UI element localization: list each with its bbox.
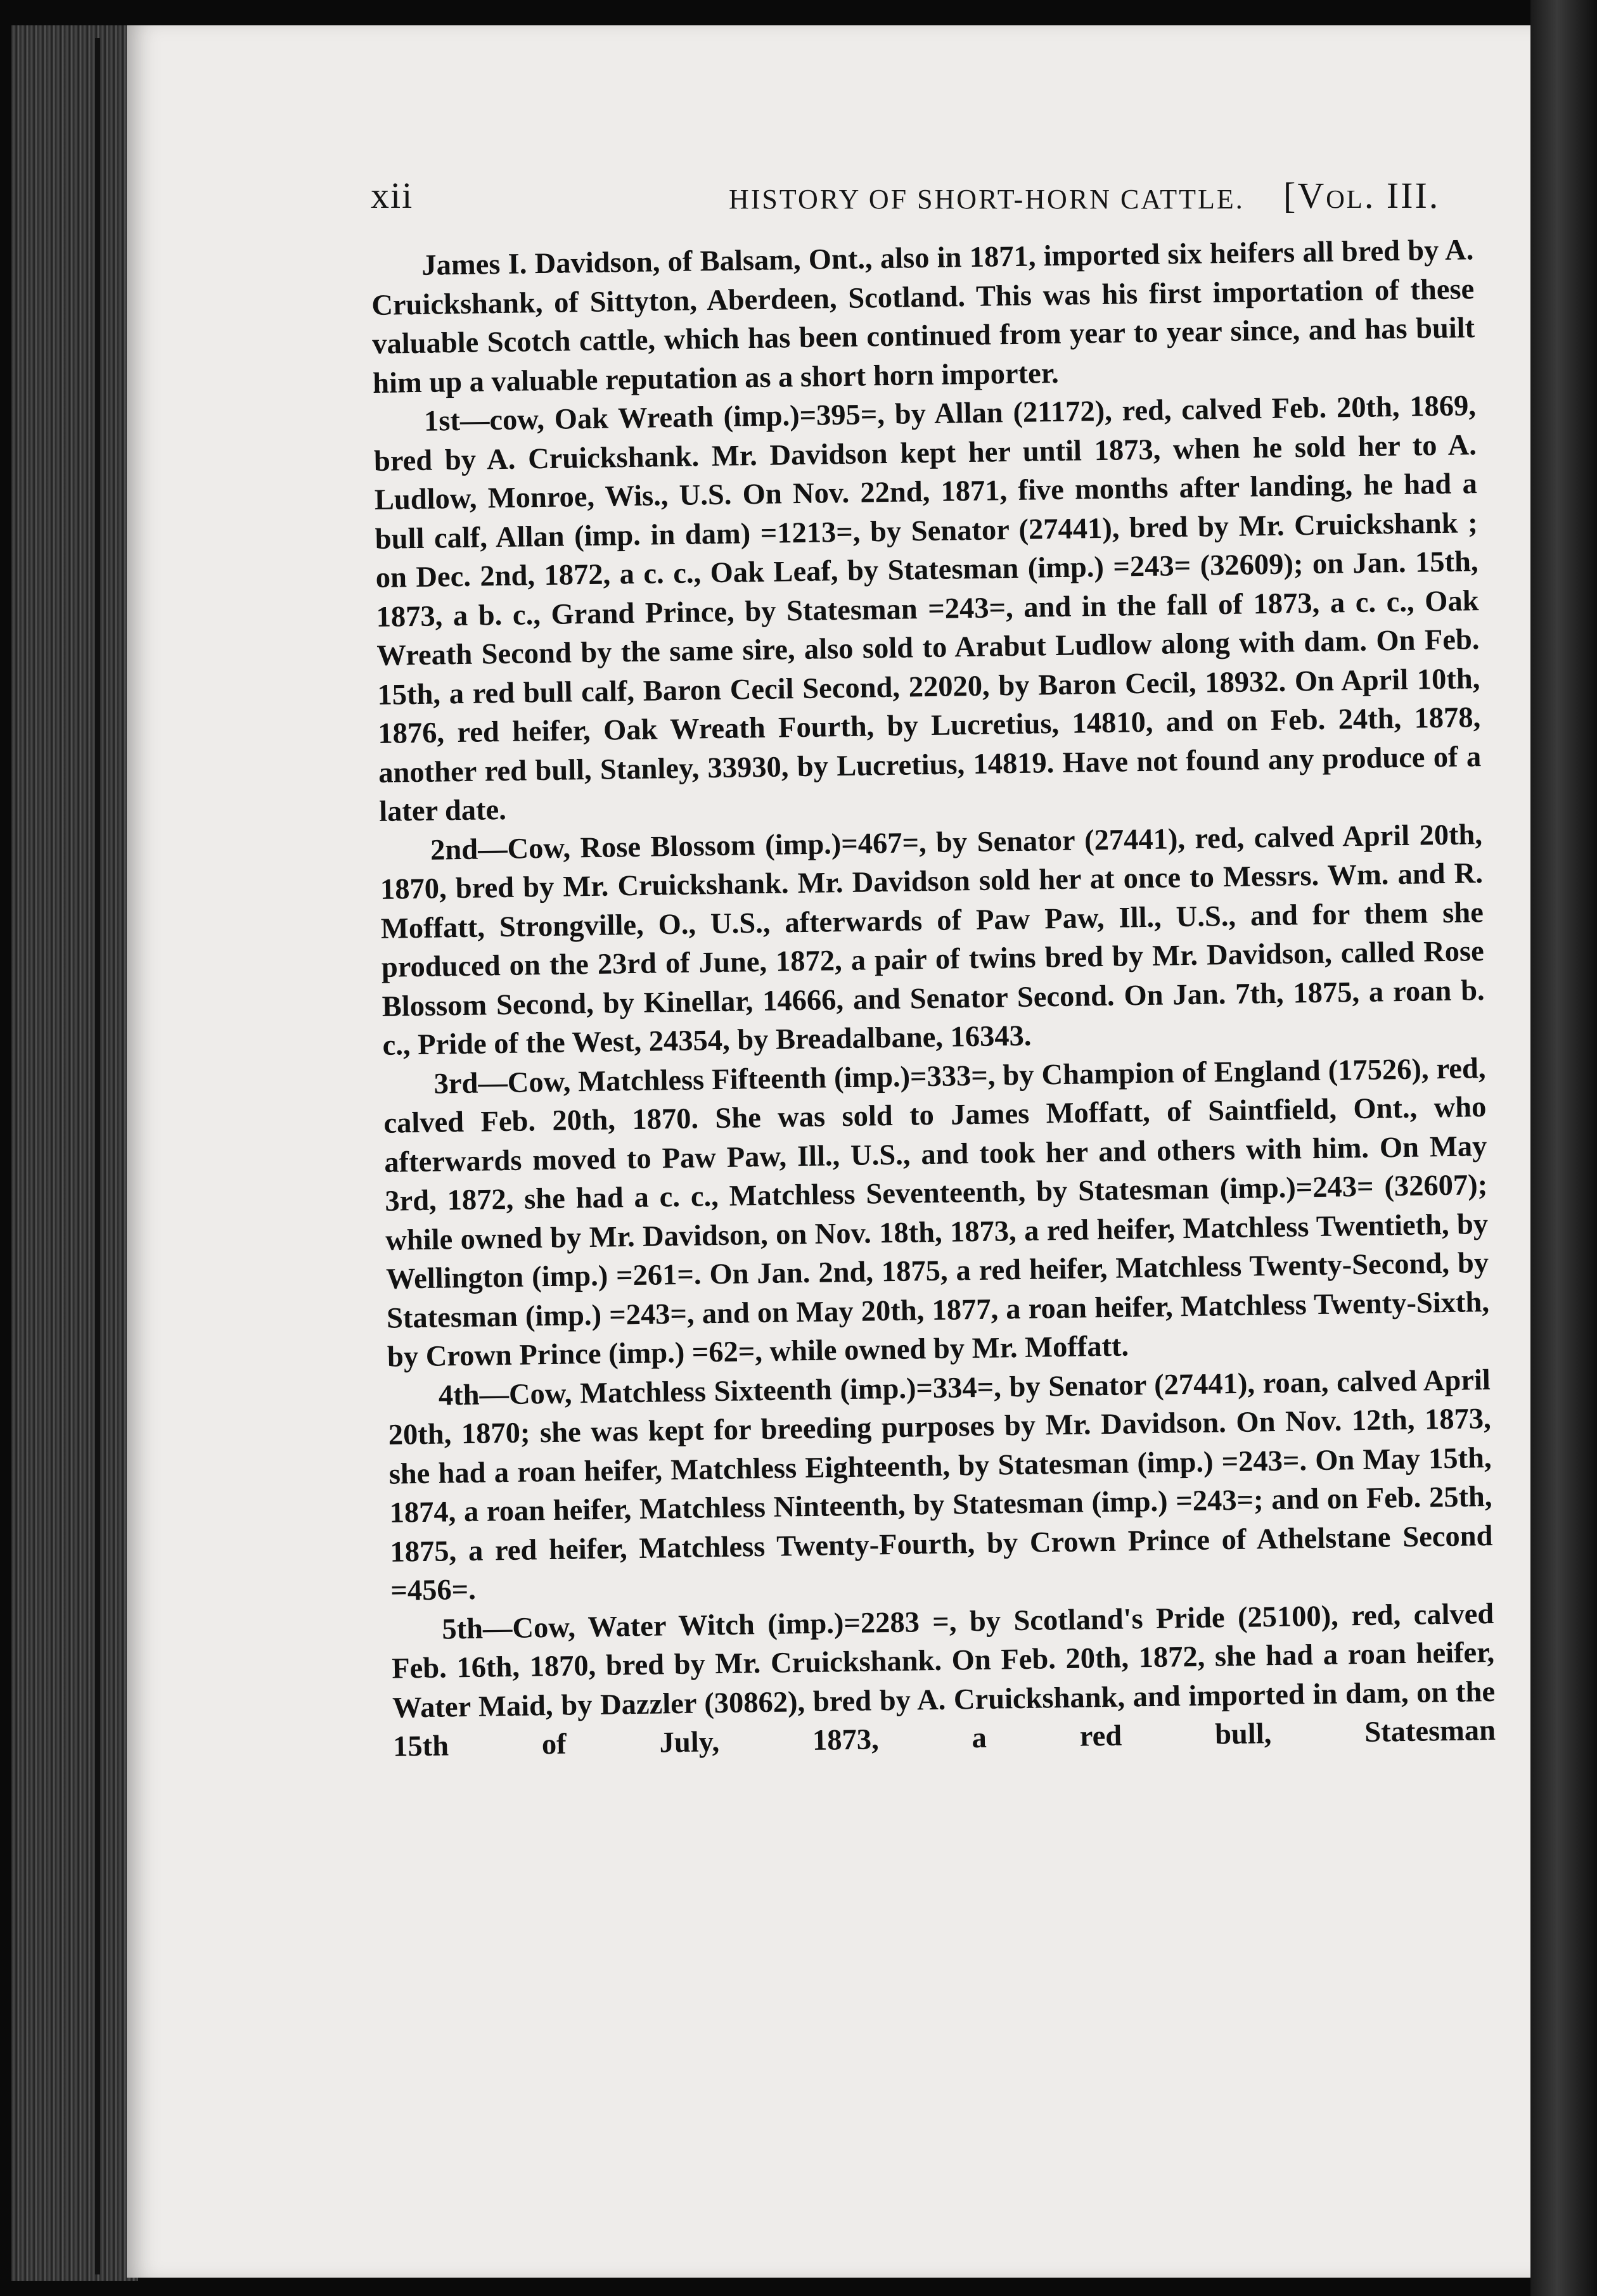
paragraph-rose-blossom: 2nd—Cow, Rose Blossom (imp.)=467=, by Senator (27441), red, calved April 20th, 1870, bred by Mr. Cruickshank. Mr. Davidson sold her at once to Messrs. Wm. and R. Moffatt, Strongville, O., U.S., afterwards of Paw Paw, Ill., U.S., and for them she produced on the 23rd of June, 1872, a pair of twins bred by Mr. Davidson, called Rose Blossom Second, by Kinellar, 14666, and Senator Second. On Jan. 7th, 1875, a roan b. c., Pride of the West, 24354, by Breadalbane, 16343.: [380, 818, 1485, 1062]
paragraph-matchless-sixteenth: 4th—Cow, Matchless Sixteenth (imp.)=334=, by Senator (27441), roan, calved April 20th, 1870; she was kept for breeding purposes by Mr. Davidson. On Nov. 12th, 1873, she had a roan heifer, Matchless Eighteenth, by Statesman (imp.) =243=. On May 15th, 1874, a roan heifer, Matchless Ninteenth, by Statesman (imp.) =243=; and on Feb. 25th, 1875, a red heifer, Matchless Twenty-Fourth, by Crown Prince of Athelstane Second =456=.: [388, 1363, 1493, 1607]
page-body: [371, 231, 1496, 1766]
paragraph-matchless-fifteenth: 3rd—Cow, Matchless Fifteenth (imp.)=333=, by Champion of England (17526), red, calved Feb. 20th, 1870. She was sold to James Moffatt, of Saintfield, Ont., who afterwards moved to Paw Paw, Ill., U.S., and took her and others with him. On May 3rd, 1872, she had a c. c., Matchless Seventeenth, by Statesman (imp.)=243= (32607); while owned by Mr. Davidson, on Nov. 18th, 1873, a red heifer, Matchless Twentieth, by Wellington (imp.) =261=. On Jan. 2nd, 1875, a red heifer, Matchless Twenty-Second, by Statesman (imp.) =243=, and on May 20th, 1877, a roan heifer, Matchless Twenty-Sixth, by Crown Prince (imp.) =62=, while owned by Mr. Moffatt.: [383, 1052, 1490, 1374]
paragraph-davidson-intro: James I. Davidson, of Balsam, Ont., also in 1871, imported six heifers all bred by A. Cruickshank, of Sittyton, Aberdeen, Scotland. This was his first importation of these valuable Scotch cattle, which has been continued from year to year since, and has built him up a valuable reputation as a short horn importer.: [371, 234, 1475, 400]
paragraph-water-witch: 5th—Cow, Water Witch (imp.)=2283 =, by Scotland's Pride (25100), red, calved Feb. 16th, 1870, bred by Mr. Cruickshank. On Feb. 20th, 1872, she had a roan heifer, Water Maid, by Dazzler (30862), bred by A. Cruickshank, and imported in dam, on the 15th of July, 1873, a red bull, Statesman: [391, 1597, 1496, 1763]
page-header: [238, 174, 1442, 225]
paragraph-oak-wreath: 1st—cow, Oak Wreath (imp.)=395=, by Allan (21172), red, calved Feb. 20th, 1869, bred by A. Cruickshank. Mr. Davidson kept her until 1873, when he sold her to A. Ludlow, Monroe, Wis., U.S. On Nov. 22nd, 1871, five months after landing, he had a bull calf, Allan (imp. in dam) =1213=, by Senator (27441), bred by Mr. Cruickshank ; on Dec. 2nd, 1872, a c. c., Oak Leaf, by Statesman (imp.) =243= (32609); on Jan. 15th, 1873, a b. c., Grand Prince, by Statesman =243=, and in the fall of 1873, a c. c., Oak Wreath Second by the same sire, also sold to Arabut Ludlow along with dam. On Feb. 15th, a red bull calf, Baron Cecil Second, 22020, by Baron Cecil, 18932. On April 10th, 1876, red heifer, Oak Wreath Fourth, by Lucretius, 14810, and on Feb. 24th, 1878, another red bull, Stanley, 33930, by Lucretius, 14819. Have not found any produce of a later date.: [373, 390, 1482, 828]
book-cover-edge: [1530, 0, 1597, 2296]
book-gutter-line: [95, 38, 100, 2274]
book-page-edges: [11, 25, 138, 2281]
volume-label: [Vol. III.: [1283, 175, 1440, 216]
running-title: HISTORY OF SHORT-HORN CATTLE.: [729, 184, 1245, 215]
page-number: xii: [371, 175, 414, 216]
